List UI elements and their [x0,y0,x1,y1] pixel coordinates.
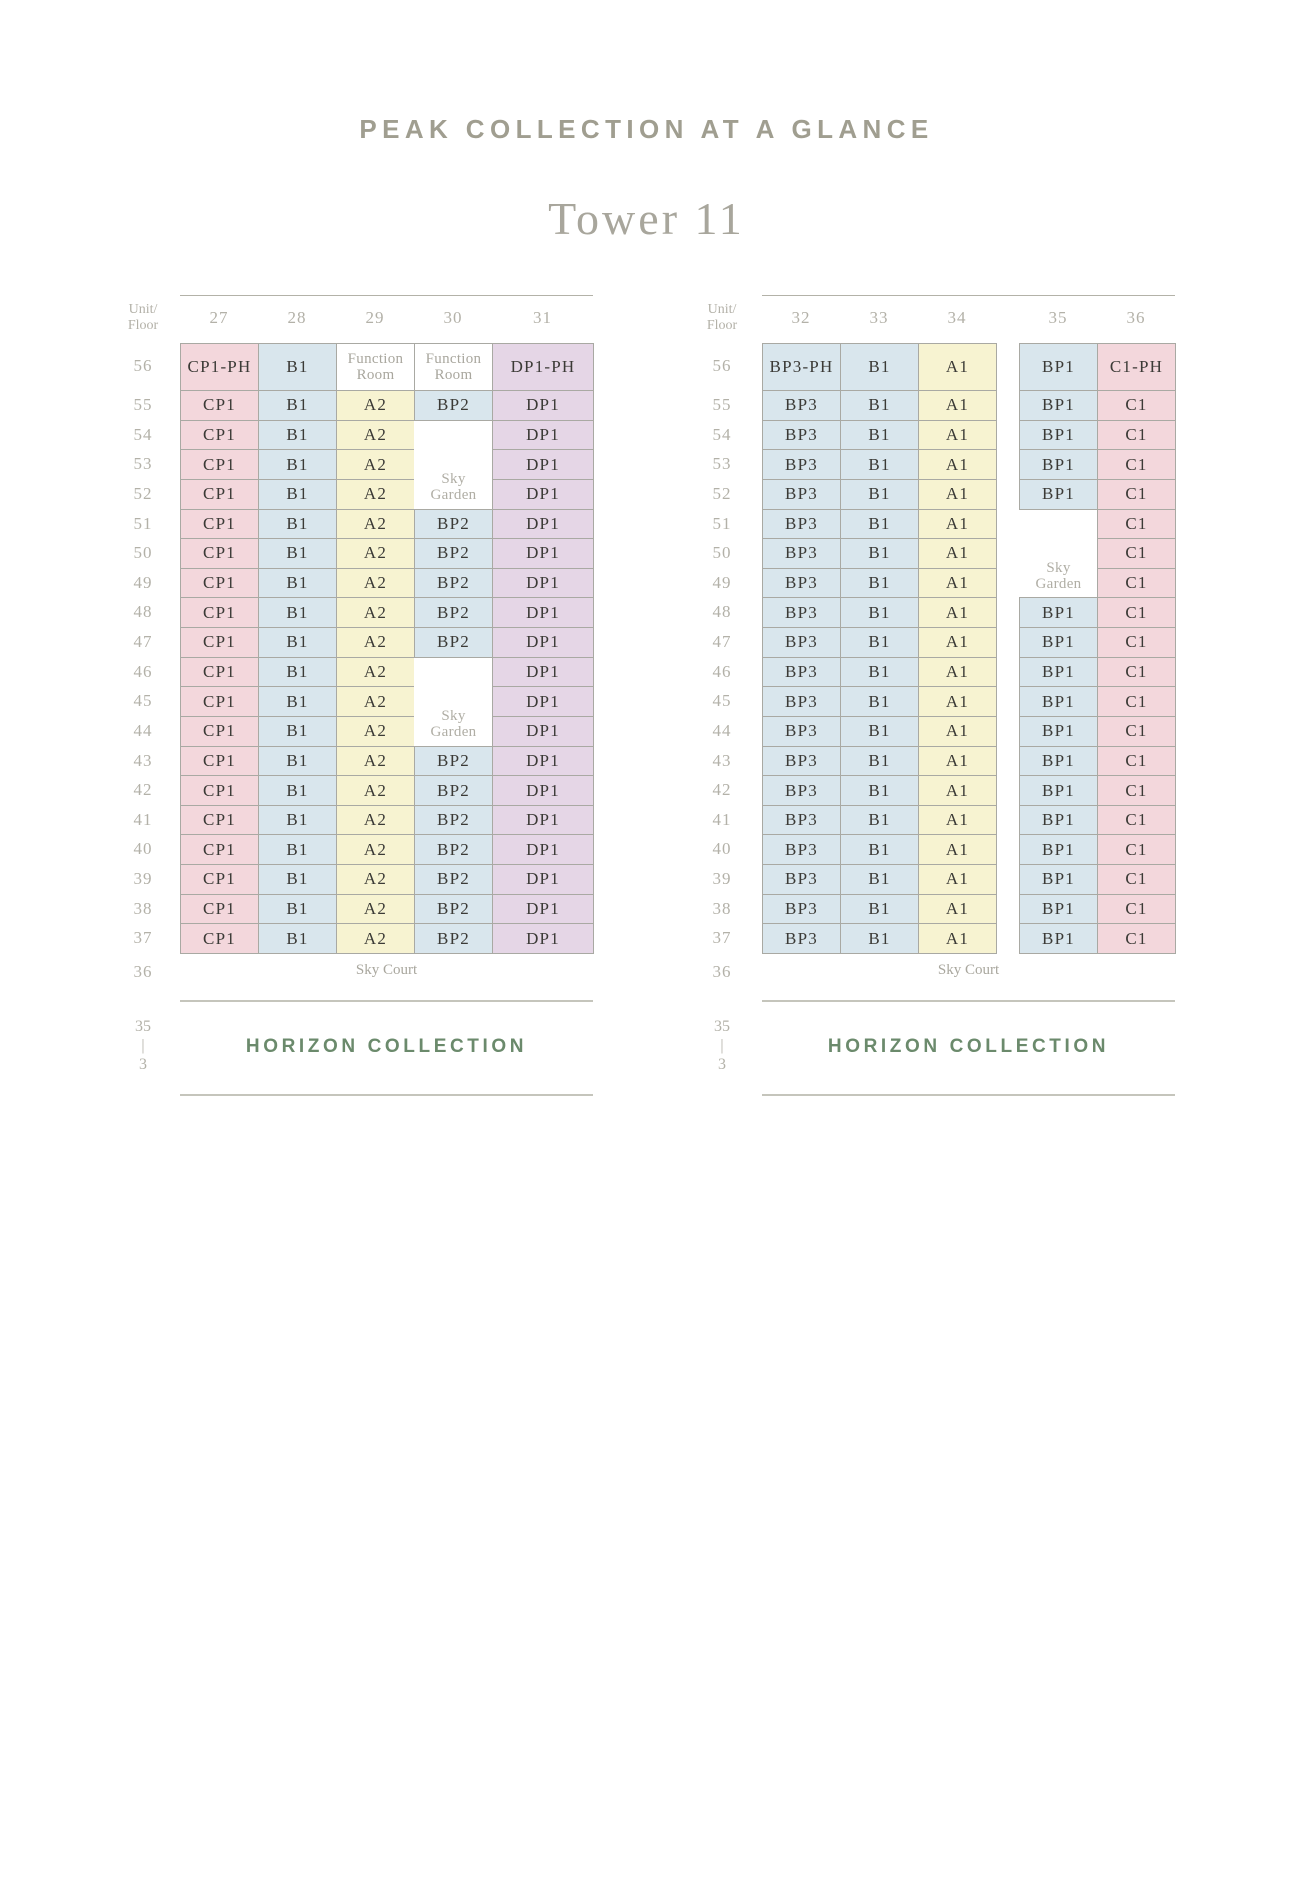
floor-number: 45 [712,691,732,711]
sky-garden-cell [414,657,493,747]
unit-cell[interactable]: BP1 [1019,746,1098,777]
unit-cell[interactable]: C1 [1097,775,1176,806]
unit-cell[interactable]: A2 [336,923,415,954]
unit-cell[interactable]: A1 [918,479,997,510]
unit-cell[interactable]: B1 [840,716,919,747]
floor-number: 50 [133,543,153,563]
unit-cell[interactable]: BP2 [414,568,493,599]
floor-number: 55 [133,395,153,414]
unit-cell[interactable]: A1 [918,627,997,658]
floor-range [702,1017,742,1074]
unit-number-header: 29 [365,308,385,327]
unit-cell[interactable]: DP1 [492,686,594,717]
unit-cell[interactable]: BP1 [1019,597,1098,628]
unit-cell[interactable]: BP1 [1019,775,1098,806]
unit-number-header: 35 [1048,308,1068,327]
unit-cell[interactable]: B1 [258,538,337,569]
unit-cell[interactable]: C1 [1097,716,1176,747]
unit-cell[interactable]: C1 [1097,864,1176,895]
unit-cell[interactable]: A1 [918,449,997,480]
floor-number: 41 [712,809,732,829]
unit-cell[interactable]: C1 [1097,923,1176,954]
unit-cell[interactable]: BP1 [1019,805,1098,836]
unit-cell[interactable]: CP1 [180,568,259,599]
unit-cell[interactable]: C1 [1097,805,1176,836]
unit-cell[interactable]: DP1 [492,538,594,569]
garden-label: Garden [430,486,477,503]
unit-cell[interactable]: CP1 [180,686,259,717]
unit-cell[interactable]: A2 [336,657,415,688]
penthouse-unit-cell[interactable]: B1 [840,343,919,391]
unit-number-header: 36 [1126,308,1146,327]
unit-cell[interactable]: CP1 [180,746,259,777]
unit-cell[interactable]: C1 [1097,894,1176,925]
unit-cell[interactable]: BP2 [414,746,493,777]
floor-number: 48 [712,602,732,622]
unit-floor-label [118,302,168,334]
unit-cell[interactable]: BP1 [1019,834,1098,865]
unit-cell[interactable]: A2 [336,479,415,510]
unit-cell[interactable]: BP2 [414,597,493,628]
unit-cell[interactable]: B1 [840,894,919,925]
unit-number-header: 27 [209,308,229,327]
sky-garden-cell [414,420,493,510]
unit-cell[interactable]: B1 [258,746,337,777]
unit-cell[interactable]: A1 [918,716,997,747]
unit-cell[interactable]: CP1 [180,864,259,895]
unit-cell[interactable]: A2 [336,686,415,717]
floor-number: 42 [712,780,732,800]
floor-range [123,1017,163,1074]
unit-cell[interactable]: DP1 [492,716,594,747]
unit-cell[interactable]: BP3 [762,775,841,806]
unit-cell[interactable]: A2 [336,864,415,895]
unit-number-header: 31 [533,308,552,327]
unit-cell[interactable]: B1 [840,420,919,451]
unit-cell[interactable]: B1 [840,509,919,540]
unit-cell[interactable]: BP3 [762,538,841,569]
unit-cell[interactable]: A2 [336,538,415,569]
horizon-collection-label: HORIZON COLLECTION [245,1036,528,1057]
unit-cell[interactable]: A1 [918,597,997,628]
unit-cell[interactable]: A1 [918,805,997,836]
floor-number: 55 [712,395,732,414]
unit-cell[interactable]: BP3 [762,568,841,599]
unit-number-header: 33 [869,308,889,327]
unit-cell[interactable]: BP3 [762,864,841,895]
horizon-bottom-rule [762,1094,1175,1096]
floor-range-top: 35 [135,1018,151,1035]
unit-cell[interactable]: BP3 [762,716,841,747]
tower-title: Tower 11 [548,193,745,244]
unit-cell[interactable]: C1 [1097,390,1176,421]
unit-cell[interactable]: DP1 [492,390,594,421]
floor-number: 39 [712,869,732,889]
garden-label: Garden [1035,576,1082,593]
unit-cell[interactable]: DP1 [492,805,594,836]
unit-cell[interactable]: DP1 [492,449,594,480]
floor-number: 37 [712,928,732,948]
unit-cell[interactable]: B1 [258,449,337,480]
unit-cell[interactable]: B1 [840,775,919,806]
unit-cell[interactable]: B1 [258,894,337,925]
unit-cell[interactable]: CP1 [180,627,259,658]
unit-cell[interactable]: B1 [840,686,919,717]
unit-cell[interactable]: C1 [1097,597,1176,628]
unit-cell[interactable]: A2 [336,894,415,925]
unit-cell[interactable]: BP1 [1019,420,1098,451]
unit-cell[interactable]: C1 [1097,449,1176,480]
unit-cell[interactable]: B1 [258,834,337,865]
unit-cell[interactable]: A1 [918,864,997,895]
unit-cell[interactable]: B1 [258,597,337,628]
unit-cell[interactable]: C1 [1097,509,1176,540]
room-label: Room [434,367,473,383]
unit-cell[interactable]: DP1 [492,479,594,510]
unit-cell[interactable]: C1 [1097,420,1176,451]
unit-cell[interactable]: C1 [1097,568,1176,599]
unit-cell[interactable]: B1 [840,449,919,480]
unit-label: Unit/ [128,302,158,317]
unit-cell[interactable]: B1 [840,538,919,569]
floor-number: 45 [133,691,153,711]
unit-cell[interactable]: BP3 [762,923,841,954]
unit-cell[interactable]: BP2 [414,805,493,836]
unit-cell[interactable]: DP1 [492,894,594,925]
unit-cell[interactable]: BP1 [1019,657,1098,688]
unit-cell[interactable]: B1 [258,568,337,599]
floor-number: 44 [133,720,153,740]
unit-cell[interactable]: BP2 [414,923,493,954]
unit-cell[interactable]: B1 [258,509,337,540]
floor-label: Floor [706,318,738,333]
unit-cell[interactable]: BP1 [1019,864,1098,895]
floor-number: 46 [712,661,732,681]
unit-floor-label [697,302,747,334]
unit-cell[interactable]: BP3 [762,746,841,777]
unit-cell[interactable]: CP1 [180,834,259,865]
floor-number: 46 [133,661,153,681]
unit-cell[interactable]: A1 [918,923,997,954]
floor-range-separator: | [720,1037,724,1054]
floor-number: 47 [712,632,732,652]
unit-cell[interactable]: A2 [336,775,415,806]
unit-cell[interactable]: BP3 [762,479,841,510]
unit-cell[interactable]: C1 [1097,686,1176,717]
unit-cell[interactable]: CP1 [180,390,259,421]
floor-number: 42 [133,780,153,800]
unit-cell[interactable]: C1 [1097,479,1176,510]
unit-cell[interactable]: C1 [1097,657,1176,688]
floor-number: 48 [133,602,153,622]
floor-number: 40 [133,839,153,859]
unit-number-header: 30 [443,308,463,327]
sky-label: Sky [441,470,466,487]
unit-cell[interactable]: CP1 [180,449,259,480]
unit-cell[interactable]: B1 [258,390,337,421]
unit-cell[interactable]: A1 [918,390,997,421]
unit-cell[interactable]: BP2 [414,390,493,421]
floor-number: 56 [712,356,732,375]
floor-number: 52 [133,483,153,503]
unit-cell[interactable]: DP1 [492,864,594,895]
unit-cell[interactable]: BP3 [762,894,841,925]
sky-court-rule [180,1000,593,1002]
unit-label: Unit/ [707,302,737,317]
unit-cell[interactable]: B1 [840,597,919,628]
unit-cell[interactable]: BP1 [1019,449,1098,480]
unit-cell[interactable]: CP1 [180,716,259,747]
unit-cell[interactable]: B1 [840,627,919,658]
unit-cell[interactable]: B1 [258,716,337,747]
floor-range-top: 35 [714,1018,730,1035]
unit-cell[interactable]: BP1 [1019,686,1098,717]
unit-cell[interactable]: DP1 [492,627,594,658]
floor-number: 47 [133,632,153,652]
unit-cell[interactable]: C1 [1097,746,1176,777]
unit-cell[interactable]: B1 [840,746,919,777]
unit-cell[interactable]: C1 [1097,834,1176,865]
unit-cell[interactable]: A1 [918,686,997,717]
unit-cell[interactable]: CP1 [180,775,259,806]
unit-cell[interactable]: A1 [918,509,997,540]
unit-cell[interactable]: A2 [336,805,415,836]
unit-cell[interactable]: B1 [258,627,337,658]
unit-cell[interactable]: BP2 [414,864,493,895]
unit-cell[interactable]: DP1 [492,568,594,599]
unit-cell[interactable]: A1 [918,775,997,806]
unit-cell[interactable]: BP2 [414,509,493,540]
unit-cell[interactable]: A2 [336,746,415,777]
unit-cell[interactable]: A2 [336,597,415,628]
sky-court-label: Sky Court [355,962,418,978]
unit-cell[interactable]: CP1 [180,923,259,954]
unit-cell[interactable]: BP1 [1019,479,1098,510]
function-label: Function [347,351,404,367]
unit-cell[interactable]: A2 [336,627,415,658]
floor-number: 40 [712,839,732,859]
unit-cell[interactable]: CP1 [180,894,259,925]
unit-cell[interactable]: B1 [258,686,337,717]
unit-cell[interactable]: DP1 [492,923,594,954]
unit-cell[interactable]: B1 [258,479,337,510]
floor-number: 56 [133,356,153,375]
penthouse-unit-cell[interactable]: A1 [918,343,997,391]
floor-number: 50 [712,543,732,563]
unit-cell[interactable]: A1 [918,834,997,865]
penthouse-unit-cell[interactable]: C1-PH [1097,343,1176,391]
unit-cell[interactable]: BP3 [762,834,841,865]
unit-cell[interactable]: CP1 [180,657,259,688]
unit-cell[interactable]: CP1 [180,420,259,451]
floor-number: 38 [712,898,732,918]
unit-cell[interactable]: B1 [258,923,337,954]
unit-cell[interactable]: CP1 [180,509,259,540]
page-heading: PEAK COLLECTION AT A GLANCE [359,114,934,144]
unit-cell[interactable]: BP3 [762,657,841,688]
unit-cell[interactable]: DP1 [492,834,594,865]
unit-cell[interactable]: A2 [336,834,415,865]
unit-cell[interactable]: BP1 [1019,716,1098,747]
floor-range-bottom: 3 [718,1056,726,1073]
floor-number: 51 [133,513,153,533]
header-top-rule [762,295,1175,296]
unit-cell[interactable]: DP1 [492,775,594,806]
floor-range-bottom: 3 [139,1056,147,1073]
unit-cell[interactable]: BP2 [414,834,493,865]
floor-number: 53 [133,454,153,474]
unit-cell[interactable]: B1 [258,775,337,806]
unit-cell[interactable]: DP1 [492,420,594,451]
unit-cell[interactable]: BP3 [762,597,841,628]
unit-cell[interactable]: A2 [336,449,415,480]
unit-cell[interactable]: B1 [258,657,337,688]
unit-cell[interactable]: C1 [1097,538,1176,569]
header-top-rule [180,295,593,296]
unit-cell[interactable]: A1 [918,746,997,777]
unit-cell[interactable]: B1 [258,805,337,836]
floor-label: Floor [127,318,159,333]
horizon-collection-label: HORIZON COLLECTION [827,1036,1110,1057]
unit-cell[interactable]: A2 [336,420,415,451]
floor-number: 51 [712,513,732,533]
function-room-cell[interactable] [414,343,493,391]
sky-label: Sky [441,707,466,724]
floor-number: 38 [133,898,153,918]
unit-cell[interactable]: BP3 [762,509,841,540]
unit-cell[interactable]: CP1 [180,479,259,510]
unit-cell[interactable]: CP1 [180,597,259,628]
floor-number: 37 [133,928,153,948]
floor-number: 43 [133,750,153,770]
sky-court-rule [762,1000,1175,1002]
unit-cell[interactable]: B1 [258,420,337,451]
unit-cell[interactable]: BP2 [414,894,493,925]
penthouse-unit-cell[interactable]: CP1-PH [180,343,259,391]
unit-cell[interactable]: CP1 [180,805,259,836]
floor-number: 44 [712,720,732,740]
unit-cell[interactable]: B1 [840,657,919,688]
penthouse-unit-cell[interactable]: BP1 [1019,343,1098,391]
unit-cell[interactable]: B1 [258,864,337,895]
unit-cell[interactable]: C1 [1097,627,1176,658]
unit-cell[interactable]: A1 [918,657,997,688]
unit-cell[interactable]: BP3 [762,449,841,480]
sky-court-label: Sky Court [937,962,1000,978]
floor-number: 52 [712,483,732,503]
floor-number: 41 [133,809,153,829]
unit-cell[interactable]: A1 [918,568,997,599]
function-room-cell[interactable] [336,343,415,391]
floor-number: 43 [712,750,732,770]
garden-label: Garden [430,723,477,740]
floor-number: 36 [712,962,732,981]
unit-cell[interactable]: B1 [840,923,919,954]
unit-cell[interactable]: A2 [336,716,415,747]
unit-cell[interactable]: B1 [840,568,919,599]
unit-number-header: 34 [947,308,967,327]
unit-cell[interactable]: BP2 [414,627,493,658]
unit-cell[interactable]: A1 [918,420,997,451]
floor-range-separator: | [141,1037,145,1054]
floor-number: 49 [133,572,153,592]
unit-cell[interactable]: BP3 [762,390,841,421]
unit-cell[interactable]: BP2 [414,775,493,806]
unit-cell[interactable]: BP1 [1019,390,1098,421]
unit-cell[interactable]: BP1 [1019,923,1098,954]
unit-cell[interactable]: A1 [918,538,997,569]
penthouse-unit-cell[interactable]: BP3-PH [762,343,841,391]
unit-cell[interactable]: A2 [336,568,415,599]
unit-cell[interactable]: BP3 [762,686,841,717]
unit-number-header: 28 [287,308,307,327]
unit-cell[interactable]: BP3 [762,627,841,658]
unit-cell[interactable]: B1 [840,390,919,421]
floor-number: 54 [712,424,732,444]
unit-cell[interactable]: DP1 [492,746,594,777]
room-label: Room [356,367,395,383]
unit-cell[interactable]: B1 [840,834,919,865]
penthouse-unit-cell[interactable]: DP1-PH [492,343,594,391]
floor-number: 39 [133,869,153,889]
function-label: Function [425,351,482,367]
unit-cell[interactable]: B1 [840,479,919,510]
unit-cell[interactable]: BP3 [762,805,841,836]
sky-label: Sky [1046,560,1071,577]
unit-cell[interactable]: BP1 [1019,627,1098,658]
floor-number: 54 [133,424,153,444]
unit-cell[interactable]: A1 [918,894,997,925]
penthouse-unit-cell[interactable]: B1 [258,343,337,391]
unit-cell[interactable]: A2 [336,509,415,540]
unit-cell[interactable]: DP1 [492,509,594,540]
unit-cell[interactable]: A2 [336,390,415,421]
floor-number: 53 [712,454,732,474]
unit-cell[interactable]: B1 [840,805,919,836]
unit-cell[interactable]: DP1 [492,657,594,688]
sky-garden-cell [1019,509,1098,599]
unit-cell[interactable]: BP1 [1019,894,1098,925]
unit-cell[interactable]: BP2 [414,538,493,569]
unit-cell[interactable]: DP1 [492,597,594,628]
unit-cell[interactable]: B1 [840,864,919,895]
unit-number-header: 32 [791,308,811,327]
unit-cell[interactable]: CP1 [180,538,259,569]
unit-cell[interactable]: BP3 [762,420,841,451]
floor-number: 49 [712,572,732,592]
floor-number: 36 [133,962,153,981]
horizon-bottom-rule [180,1094,593,1096]
